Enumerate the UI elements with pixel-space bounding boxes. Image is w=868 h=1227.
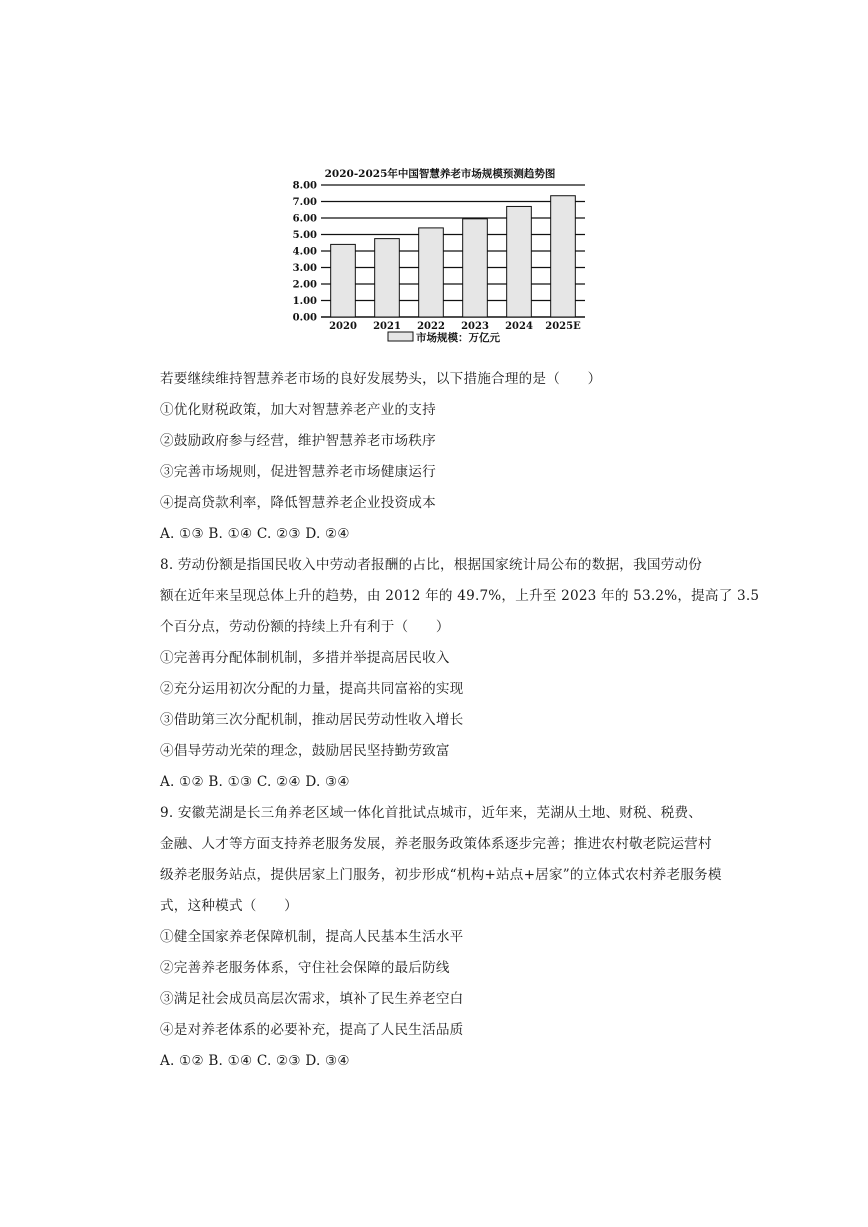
y-tick-label: 0.00	[292, 312, 317, 324]
y-tick-label: 4.00	[292, 246, 317, 258]
y-tick-label: 3.00	[292, 263, 317, 274]
text-line: ④是对养老体系的必要补充，提高了人民生活品质	[160, 1022, 464, 1038]
x-tick-label: 2021	[373, 321, 401, 332]
legend-swatch	[388, 332, 413, 341]
x-tick-label: 2022	[417, 321, 445, 332]
bar-2023	[463, 219, 488, 317]
legend	[388, 331, 500, 344]
bar-2020	[331, 244, 356, 317]
y-tick-label: 2.00	[292, 279, 317, 291]
text-line: ①健全国家养老保障机制，提高人民基本生活水平	[160, 929, 464, 945]
text-line: 若要继续维持智慧养老市场的良好发展势头，以下措施合理的是（ ）	[160, 371, 602, 387]
y-tick-label: 6.00	[292, 213, 317, 225]
bar-2021	[375, 239, 400, 317]
text-line: A. ①② B. ①④ C. ②③ D. ③④	[160, 1053, 350, 1069]
y-tick-label: 8.00	[292, 180, 317, 192]
text-line: ②鼓励政府参与经营，维护智慧养老市场秩序	[160, 433, 436, 449]
bars	[331, 196, 576, 317]
text-line: 金融、人才等方面支持养老服务发展，养老服务政策体系逐步完善；推进农村敬老院运营村	[160, 836, 712, 852]
y-tick-label: 7.00	[292, 197, 317, 208]
text-line: ④倡导劳动光荣的理念，鼓励居民坚持勤劳致富	[160, 743, 450, 759]
y-axis-ticks	[293, 181, 317, 324]
text-line: 9. 安徽芜湖是长三角养老区域一体化首批试点城市，近年来，芜湖从土地、财税、税费、	[160, 805, 703, 821]
text-line: 个百分点，劳动份额的持续上升有利于（ ）	[160, 619, 450, 635]
text-line: A. ①② B. ①③ C. ②④ D. ③④	[160, 774, 350, 790]
market-size-chart	[285, 163, 595, 348]
bar-2025E	[551, 196, 576, 317]
text-line: ③完善市场规则，促进智慧养老市场健康运行	[160, 464, 436, 480]
y-tick-label: 5.00	[292, 230, 317, 241]
text-line: ③满足社会成员高层次需求，填补了民生养老空白	[160, 991, 464, 1007]
x-tick-label: 2025E	[545, 321, 581, 332]
text-line: ①优化财税政策，加大对智慧养老产业的支持	[160, 402, 436, 418]
x-tick-label: 2023	[461, 321, 489, 332]
text-line: ②充分运用初次分配的力量，提高共同富裕的实现	[160, 681, 464, 697]
text-line: ④提高贷款利率，降低智慧养老企业投资成本	[160, 495, 436, 511]
bar-2024	[507, 206, 532, 317]
bar-chart-svg	[285, 163, 595, 348]
text-line: 额在近年来呈现总体上升的趋势，由 2012 年的 49.7%，上升至 2023 年的 53.2%，提高了 3.5	[160, 588, 760, 604]
text-line: 式，这种模式（ ）	[160, 898, 298, 914]
question-text	[160, 364, 760, 1077]
text-line: A. ①③ B. ①④ C. ②③ D. ②④	[160, 526, 350, 542]
legend-label: 市场规模：万亿元	[416, 332, 500, 344]
x-tick-label: 2020	[329, 321, 357, 332]
text-line: ①完善再分配体制机制，多措并举提高居民收入	[160, 650, 450, 666]
text-line: ③借助第三次分配机制，推动居民劳动性收入增长	[160, 712, 464, 728]
text-line: ②完善养老服务体系，守住社会保障的最后防线	[160, 960, 450, 976]
x-axis-ticks	[329, 321, 581, 332]
text-line: 级养老服务站点，提供居家上门服务，初步形成“机构+站点+居家”的立体式农村养老服务模	[160, 867, 722, 883]
text-line: 8. 劳动份额是指国民收入中劳动者报酬的占比，根据国家统计局公布的数据，我国劳动份	[160, 557, 703, 573]
x-tick-label: 2024	[505, 321, 533, 332]
gridlines	[321, 185, 585, 317]
chart-title: 2020-2025年中国智慧养老市场规模预测趋势图	[324, 168, 556, 180]
y-tick-label: 1.00	[292, 296, 317, 307]
bar-2022	[419, 228, 444, 317]
